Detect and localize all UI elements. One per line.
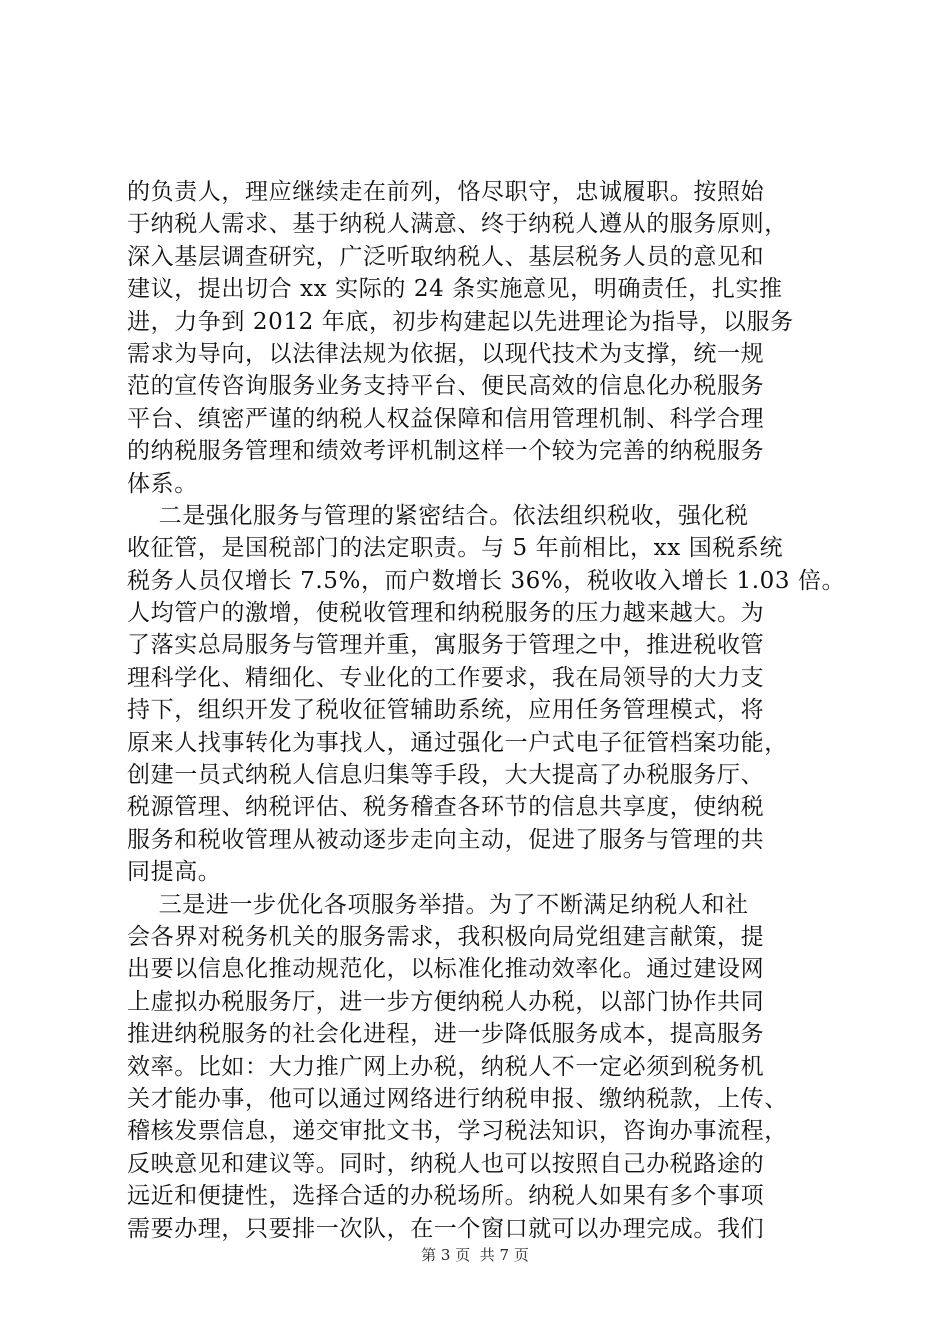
- text-line: 上虚拟办税服务厅，进一步方便纳税人办税，以部门协作共同: [127, 988, 765, 1015]
- text-line: 会各界对税务机关的服务需求，我积极向局党组建言献策，提: [127, 923, 765, 950]
- text-line: 范的宣传咨询服务业务支持平台、便民高效的信息化办税服务: [127, 373, 765, 400]
- text-line: 建议，提出切合 xx 实际的 24 条实施意见，明确责任，扎实推: [127, 276, 783, 303]
- text-line: 了落实总局服务与管理并重，寓服务于管理之中，推进税收管: [127, 632, 765, 659]
- text-line: 于纳税人需求、基于纳税人满意、终于纳税人遵从的服务原则，: [127, 211, 788, 238]
- paragraph-start-line: 三是进一步优化各项服务举措。为了不断满足纳税人和社: [127, 891, 749, 918]
- text-line: 平台、缜密严谨的纳税人权益保障和信用管理机制、科学合理: [127, 405, 765, 432]
- text-line: 稽核发票信息，递交审批文书，学习税法知识，咨询办事流程，: [127, 1118, 788, 1145]
- text-line: 同提高。: [127, 859, 222, 886]
- text-line: 反映意见和建议等。同时，纳税人也可以按照自己办税路途的: [127, 1150, 765, 1177]
- document-body: [127, 176, 846, 1245]
- text-line: 需求为导向，以法律法规为依据，以现代技术为支撑，统一规: [127, 340, 765, 367]
- text-line: 效率。比如：大力推广网上办税，纳税人不一定必须到税务机: [127, 1053, 765, 1080]
- text-line: 远近和便捷性，选择合适的办税场所。纳税人如果有多个事项: [127, 1183, 765, 1210]
- text-line: 税务人员仅增长 7.5%，而户数增长 36%，税收收入增长 1.03 倍。: [127, 567, 846, 594]
- page-number-footer: 第 3 页 共 7 页: [421, 1246, 529, 1264]
- text-line: 原来人找事转化为事找人，通过强化一户式电子征管档案功能，: [127, 729, 788, 756]
- text-line: 的负责人，理应继续走在前列，恪尽职守，忠诚履职。按照始: [127, 179, 765, 205]
- text-line: 出要以信息化推动规范化，以标准化推动效率化。通过建设网: [127, 956, 765, 983]
- text-line: 收征管，是国税部门的法定职责。与 5 年前相比，xx 国税系统: [127, 535, 784, 562]
- paragraph-start-line: 二是强化服务与管理的紧密结合。依法组织税收，强化税: [127, 502, 749, 529]
- text-line: 推进纳税服务的社会化进程，进一步降低服务成本，提高服务: [127, 1021, 765, 1048]
- text-line: 创建一员式纳税人信息归集等手段，大大提高了办税服务厅、: [127, 762, 765, 789]
- text-line: 服务和税收管理从被动逐步走向主动，促进了服务与管理的共: [127, 826, 765, 853]
- text-line: 理科学化、精细化、专业化的工作要求，我在局领导的大力支: [127, 664, 765, 691]
- text-line: 关才能办事，他可以通过网络进行纳税申报、缴纳税款，上传、: [127, 1085, 788, 1112]
- text-line: 需要办理，只要排一次队，在一个窗口就可以办理完成。我们: [127, 1215, 765, 1242]
- text-line: 体系。: [127, 470, 198, 497]
- text-line: 税源管理、纳税评估、税务稽查各环节的信息共享度，使纳税: [127, 794, 765, 821]
- text-line: 持下，组织开发了税收征管辅助系统，应用任务管理模式，将: [127, 697, 765, 724]
- text-line: 进，力争到 2012 年底，初步构建起以先进理论为指导，以服务: [127, 308, 794, 335]
- text-line: 深入基层调查研究，广泛听取纳税人、基层税务人员的意见和: [127, 243, 765, 270]
- text-line: 的纳税服务管理和绩效考评机制这样一个较为完善的纳税服务: [127, 438, 765, 465]
- text-line: 人均管户的激增，使税收管理和纳税服务的压力越来越大。为: [127, 600, 765, 627]
